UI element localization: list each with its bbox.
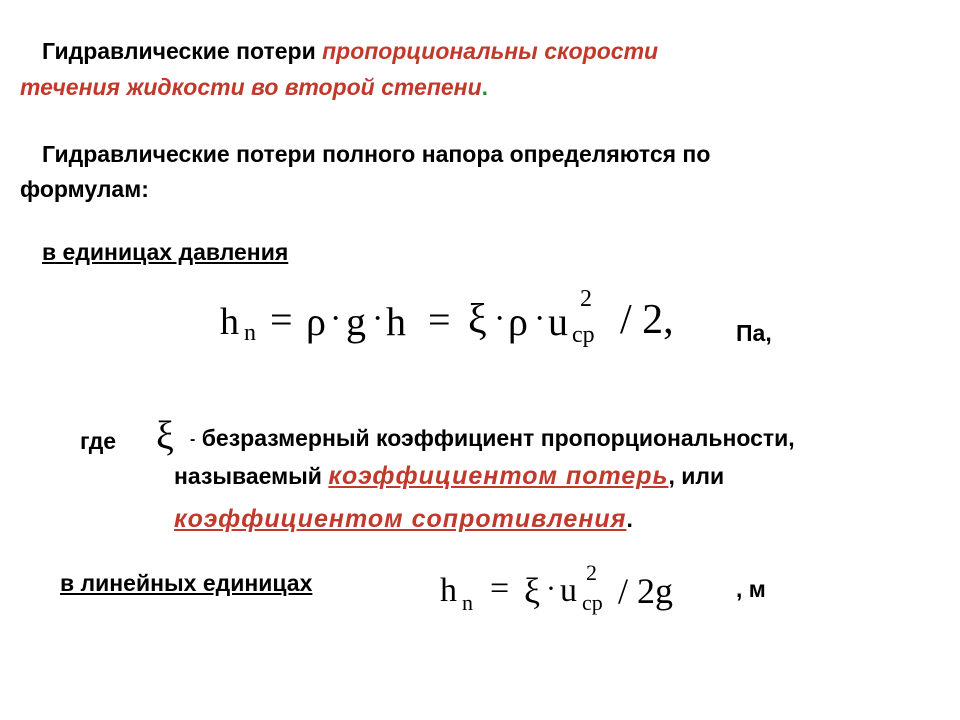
formula1-dot-3: · — [494, 300, 506, 337]
where-end-dot: . — [626, 506, 633, 532]
formula2-h-sub: n — [462, 590, 473, 615]
formula1-equals-1: = — [270, 297, 293, 342]
formula1-rho-1: ρ — [306, 299, 326, 344]
where-line-3 — [174, 505, 633, 534]
formula-linear — [440, 562, 700, 622]
formula2-xi: ξ — [524, 571, 541, 611]
formula1-g: g — [346, 299, 366, 344]
paragraph-1-red-part-2: течения жидкости во второй степени — [20, 74, 482, 100]
where-line-2 — [174, 462, 724, 491]
formula1-u-sup: 2 — [580, 286, 592, 312]
formula2-u-sub: ср — [582, 590, 603, 615]
formula1-u: u — [548, 299, 568, 344]
formula2-h: h — [440, 572, 457, 609]
paragraph-1-lead: Гидравлические потери — [42, 38, 316, 64]
formula1-h2: h — [386, 299, 406, 344]
formula2-unit: , м — [736, 576, 766, 602]
paragraph-1-red-part-1: пропорциональны скорости — [322, 38, 659, 64]
where-label: где — [80, 428, 117, 454]
formula1-equals-2: = — [428, 297, 451, 342]
where-line-1 — [190, 425, 795, 452]
heading-pressure-units: в единицах давления — [42, 239, 289, 265]
formula1-dot-1: · — [330, 300, 342, 337]
formula1-dot-4: · — [534, 300, 546, 337]
where-dash: - — [190, 430, 196, 448]
formula1-h: h — [220, 301, 239, 343]
formula1-xi: ξ — [468, 297, 487, 343]
formula-pressure — [220, 286, 740, 356]
formula1-dot-2: · — [372, 300, 384, 337]
where-xi-symbol: ξ — [156, 413, 174, 458]
paragraph-1-line-1 — [42, 38, 658, 65]
formula1-divide: / 2, — [620, 297, 674, 343]
formula2-divide: / 2g — [618, 571, 674, 611]
formula1-rho-2: ρ — [508, 299, 528, 344]
formula2-u: u — [560, 572, 577, 609]
term-loss-coefficient[interactable]: коэффициентом потерь — [328, 462, 669, 490]
where-or: , или — [668, 463, 725, 489]
formula2-dot: · — [546, 572, 556, 605]
heading-linear-units: в линейных единицах — [60, 570, 313, 596]
formula1-u-sub: ср — [572, 322, 595, 348]
formula1-unit: Па, — [736, 320, 772, 346]
paragraph-1-line-2 — [20, 74, 488, 101]
term-resistance-coefficient[interactable]: коэффициентом сопротивления — [174, 505, 627, 533]
where-definition: безразмерный коэффициент пропорциональности, — [201, 425, 795, 451]
formula2-u-sup: 2 — [586, 560, 597, 585]
where-called: называемый — [174, 463, 322, 489]
formula1-h-sub: n — [244, 320, 256, 346]
paragraph-2-line-2: формулам: — [20, 176, 149, 202]
paragraph-2-line-1: Гидравлические потери полного напора определяются по — [42, 141, 711, 167]
paragraph-1-end-dot: . — [481, 74, 489, 100]
formula2-equals: = — [490, 570, 510, 607]
